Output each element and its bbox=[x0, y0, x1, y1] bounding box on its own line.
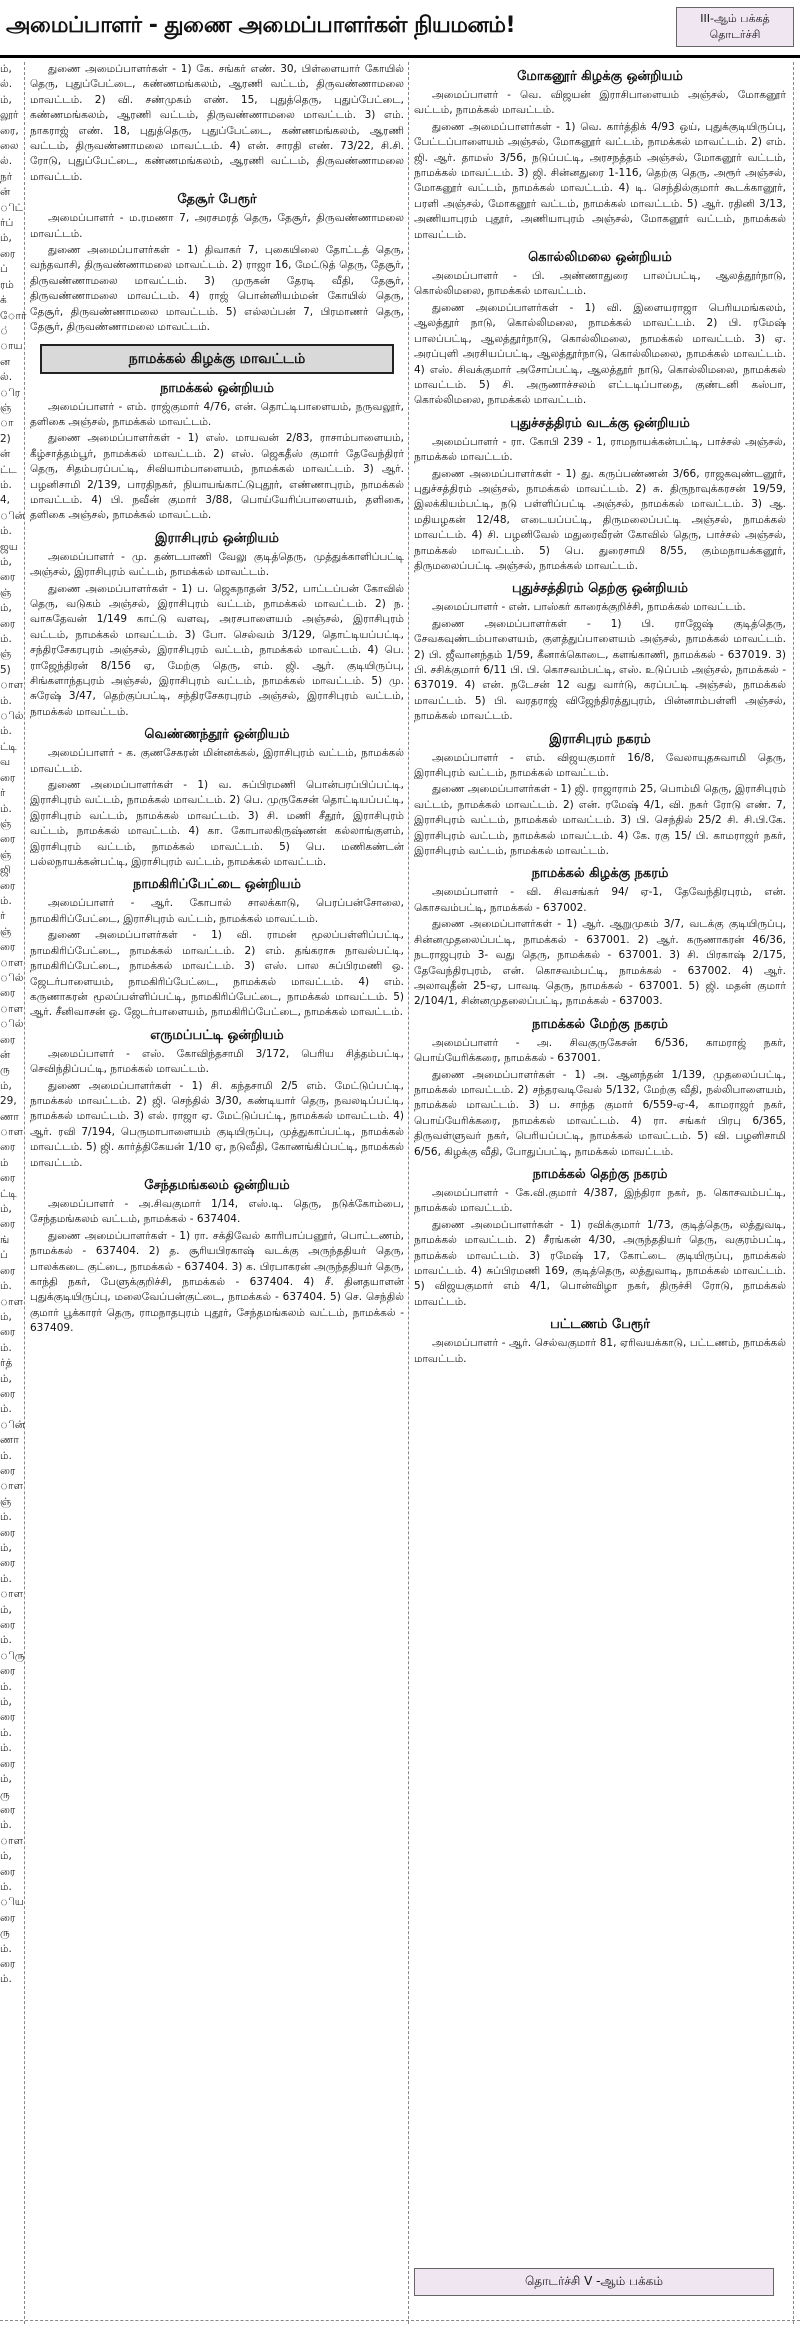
cut-off-text-fragment: ன bbox=[0, 355, 11, 368]
deputies-entry: துணை அமைப்பாளர்கள் - 1) வ. சுப்பிரமணி பொன்பரப்பிப்பட்டி, இராசிபுரம் வட்டம், நாமக்கல் மாவட்டம். 2) பெ. முருகேசன் தொட்டியப்பட்டி, இராசிபுரம் வட்டம், நாமக்கல் மாவட்டம். 3) சி. மணி சீதூர், இராசிபுரம் வட்டம், நாமக்கல் மாவட்டம். 4) கா. கோபாலகிருஷ்ணன் கல்லாங்குளம், இராசிபுரம் வட்டம், நாமக்கல் மாவட்டம். 5) பெ. மணிகண்டன் பல்லநாயக்கன்பட்டி, இராசிபுரம் வட்டம், நாமக்கல் மாவட்டம். bbox=[30, 779, 404, 869]
cut-off-text-fragment: ரை bbox=[0, 1665, 16, 1678]
union-section bbox=[414, 731, 786, 860]
cut-off-text-fragment: ரம் bbox=[0, 278, 14, 291]
cut-off-text-fragment: ம், bbox=[0, 1203, 12, 1216]
cut-off-text-fragment: ரை bbox=[0, 247, 16, 260]
deputies-entry: துணை அமைப்பாளர்கள் - 1) வி. ராமன் மூலப்பள்ளிப்பட்டி, நாமகிரிப்பேட்டை, நாமக்கல் மாவட்டம். 2) எம். தங்கராசு நாவல்பட்டி, நாமகிரிப்பேட்டை, நாமக்கல் மாவட்டம். 3) எஸ். பால சுப்பிரமணி ஒ. ஜேடர்பாளையம், நாமகிரிப்பேட்டை, நாமக்கல் மாவட்டம். 4) எம். கருணாகரன் மூலப்பள்ளிப்பட்டி, நாமகிரிப்பேட்டை, நாமக்கல் மாவட்டம். 5) ஆர். சீனிவாசன் ஒ. ஜேடர்பாளையம், நாமகிரிப்பேட்டை, நாமக்கல் மாவட்டம். bbox=[30, 929, 404, 1019]
cut-off-text-fragment: ரை bbox=[0, 1557, 16, 1570]
cut-off-text-fragment: ம். bbox=[0, 1280, 12, 1293]
cut-off-text-fragment: ம், bbox=[0, 1372, 12, 1385]
deputies-entry: துணை அமைப்பாளர்கள் - 1) ரா. சக்திவேல் காரிபாப்பனூர், பொட்டணம், நாமக்கல் - 637404. 2) த. சூரியபிரகாஷ் வடக்கு அருந்ததியர் தெரு, பாலக்கடை குட்டை, நாமக்கல் - 637404. 3) க. பிரபாகரன் அருந்ததியர் தெரு, காந்தி நகர், பேளுக்குறிச்சி, நாமக்கல் - 637404. 4) சீ. தினதயாளன் புதுக்குடியிருப்பு, மலைவேப்பன்குட்டை, நாமக்கல் - 637404. 5) செ. செந்தில் குமார் பூக்காரர் தெரு, ராமநாதபுரம் புதூர், சேந்தமங்கலம் வட்டம், நாமக்கல் - 637409. bbox=[30, 1229, 404, 1335]
union-section bbox=[414, 1316, 786, 1367]
column-divider bbox=[793, 62, 794, 2324]
organizer-entry: அமைப்பாளர் - அ. சிவகுருகேசன் 6/536, காமராஜ் நகர், பொய்யேரிக்கரை, நாமக்கல் - 637001. bbox=[414, 1036, 786, 1065]
cut-off-text-fragment: ன் bbox=[0, 186, 11, 199]
cut-off-text-fragment: ரை bbox=[0, 1803, 16, 1816]
cut-off-text-fragment: ர் bbox=[0, 787, 6, 800]
cut-off-text-fragment: ரை bbox=[0, 1957, 16, 1970]
cut-off-text-fragment: ரை bbox=[0, 1218, 16, 1231]
cut-off-text-fragment: ங் bbox=[0, 1233, 10, 1246]
deputies-entry: துணை அமைப்பாளர்கள் - 1) சி. கந்தசாமி 2/5 எம். மேட்டுப்பட்டி, நாமக்கல் மாவட்டம். 2) ஜி. செந்தில் 3/30, கண்டியார் தெரு, நவலடிப்பட்டி, நாமக்கல் மாவட்டம். 3) எல். ராஜா ஏ. மேட்டுப்பட்டி, நாமக்கல் மாவட்டம். 4) ஆர். ரவி 7/194, பெருமாபாளையம் குடியிருப்பு, முத்துகாப்பட்டி, நாமக்கல் மாவட்டம். 5) ஜி. கார்த்திகேயன் 1/10 ஏ, நடுவீதி, கோணங்கிப்பட்டி, நாமக்கல் மாவட்டம். bbox=[30, 1079, 404, 1169]
deputies-entry: துணை அமைப்பாளர்கள் - 1) திவாகர் 7, புகையிலை தோட்டத் தெரு, வந்தவாசி, திருவண்ணாமலை மாவட்டம். 2) ராஜா 16, மேட்டுத் தெரு, தேசூர், திருவண்ணாமலை மாவட்டம். 3) முருகன் தேரடி வீதி, தேசூர், திருவண்ணாமலை மாவட்டம். 4) ராஜ் பொன்னியம்மன் கோயில் தெரு, தேசூர், திருவண்ணாமலை மாவட்டம். 5) எல்லப்பன் 7, பிரமாணர் தெரு, தேசூர், திருவண்ணாமலை மாவட்டம். bbox=[30, 244, 404, 334]
cut-off-text-fragment: க் bbox=[0, 294, 7, 307]
cut-off-text-fragment: ம். bbox=[0, 1880, 12, 1893]
deputies-entry: துணை அமைப்பாளர்கள் - 1) பி. ராஜேஷ் குடித்தெரு, சேவகவுண்டம்பாளையம், குளத்துப்பாளையம் அஞ்சல், நாமக்கல் மாவட்டம். 2) பி. ஜீவானந்தம் 1/59, கீனாக்கொடை, களங்காணி, நாமக்கல் - 637019. 3) பி. சசிக்குமார் 6/11 பி. பி. கொசவம்பட்டி, எஸ். உடுப்பம் அஞ்சல், நாமக்கல் - 637019. 4) என். நடேசன் 12 வது வார்டு, கரப்பட்டி அஞ்சல், நாமக்கல் மாவட்டம். 5) பி. வரதராஜ் விஜேந்திரத்துபுரம், பின்னாம்பள்ளி அஞ்சல், நாமக்கல் மாவட்டம். bbox=[414, 617, 786, 723]
left-edge-fragments bbox=[0, 62, 27, 2324]
union-section bbox=[30, 191, 404, 335]
cut-off-text-fragment: ஜய bbox=[0, 540, 18, 553]
section-title: நாமக்கல் கிழக்கு நகரம் bbox=[531, 866, 669, 882]
deputies-entry: துணை அமைப்பாளர்கள் - 1) வெ. கார்த்திக் 4/93 ஒய், புதுக்குடியிருப்பு, பேட்டப்பாளையம் அஞ்சல், மோகனூர் வட்டம், நாமக்கல் மாவட்டம். 2) எம். ஜி. ஆர். தாமஸ் 3/56, நடுப்பட்டி, அரசநத்தம் அஞ்சல், மோகனூர் வட்டம், நாமக்கல் மாவட்டம். 3) ஜி. சின்னதுரை 1-116, தெற்கு தெரு, அரூர் அஞ்சல், மோகனூர் வட்டம், நாமக்கல் மாவட்டம். 4) டி. செந்தில்குமார் கூடக்கானூர், பரளி அஞ்சல், மோகனூர் வட்டம், நாமக்கல் மாவட்டம். 5) ஆர். ரதினி 3/13, அணியாபுரம் புதூர், அணியாபுரம் அஞ்சல், மோகனூர் வட்டம், நாமக்கல் மாவட்டம். bbox=[414, 120, 786, 241]
cut-off-text-fragment: ரை bbox=[0, 1387, 16, 1400]
cut-off-text-fragment: 4, bbox=[0, 494, 11, 507]
continuation-from-line1: III-ஆம் பக்கத் bbox=[700, 12, 770, 25]
deputies-entry: துணை அமைப்பாளர்கள் - 1) அ. ஆனந்தன் 1/139, முதலைப்பட்டி, நாமக்கல் மாவட்டம். 2) சந்தரவடிவேல் 5/132, மேற்கு வீதி, நல்லிபாளையம், நாமக்கல் மாவட்டம். 3) ப. சாந்த குமார் 6/559-ஏ-4, காமராஜர் நகர், பொய்யேரிக்கரை, நாமக்கல் மாவட்டம். 4) ரா. சங்கர் பிரபு 6/365, திருவள்ளுவர் நகர், பெரியப்பட்டி, நாமக்கல் மாவட்டம். 5) வி. பழனிசாமி 6/56, கிழக்கு வீதி, போதுப்பட்டி, நாமக்கல் மாவட்டம். bbox=[414, 1068, 786, 1158]
deputies-entry: துணை அமைப்பாளர்கள் - 1) வி. இளையராஜா பெரியமங்கலம், ஆலத்தூர் நாடு, கொல்லிமலை, நாமக்கல் மாவட்டம். 2) பி. ரமேஷ் பாலப்பட்டி, ஆலத்தூர்நாடு, கொல்லிமலை, நாமக்கல் மாவட்டம். 3) ஏ. அரப்புளி அரசியப்பட்டி, ஆலத்தூர்நாடு, கொல்லிமலை, நாமக்கல் மாவட்டம். 4) எஸ். சிவக்குமார் அசோப்பட்டி, ஆலத்தூர் நாடு, கொல்லிமலை, நாமக்கல் மாவட்டம். 5) சி. அருணாச்சலம் எட்டடிப்பாதை, குண்டனி கஸ்பா, கொல்லிமலை, நாமக்கல் மாவட்டம். bbox=[414, 301, 786, 407]
cut-off-text-fragment: ரு bbox=[0, 1927, 10, 1940]
organizer-entry: அமைப்பாளர் - எஸ். கோவிந்தசாமி 3/172, பெரிய சித்தம்பட்டி, செவிந்திப்பட்டி, நாமக்கல் மாவட்டம். bbox=[30, 1047, 404, 1076]
organizer-entry: அமைப்பாளர் - க. குணசேகரன் மின்னக்கல், இராசிபுரம் வட்டம், நாமக்கல் மாவட்டம். bbox=[30, 747, 404, 775]
union-section bbox=[414, 865, 786, 1009]
section-title: வெண்ணந்தூர் ஒன்றியம் bbox=[144, 727, 290, 743]
column-divider bbox=[24, 62, 25, 2324]
cut-off-text-fragment: ம், bbox=[0, 1310, 12, 1323]
union-section bbox=[414, 1016, 786, 1160]
section-title: கொல்லிமலை ஒன்றியம் bbox=[528, 250, 672, 266]
section-title: சேந்தமங்கலம் ஒன்றியம் bbox=[144, 1177, 290, 1193]
cut-off-text-fragment: ணா bbox=[0, 1434, 19, 1447]
cut-off-text-fragment: ில் bbox=[0, 710, 24, 723]
cut-off-text-fragment: ரை bbox=[0, 571, 16, 584]
cut-off-text-fragment: ம். bbox=[0, 1511, 12, 1524]
cut-off-text-fragment: ரை bbox=[0, 1172, 16, 1185]
cut-off-text-fragment: ரை bbox=[0, 1264, 16, 1277]
cut-off-text-fragment: ிர bbox=[0, 386, 21, 399]
cut-off-text-fragment: ம். bbox=[0, 725, 12, 738]
deputies-entry: துணை அமைப்பாளர்கள் - 1) ப. ஜெகநாதன் 3/52, பாட்டப்பன் கோவில் தெரு, வடுகம் அஞ்சல், இராசிபுரம் வட்டம், நாமக்கல் மாவட்டம். 2) ந. வாசுதேவன் 1/149 காட்டு வளவு, அரசபாளையம் அஞ்சல், இராசிபுரம் வட்டம், நாமக்கல் மாவட்டம். 3) போ. செல்வம் 3/129, தொட்டியப்பட்டி, சந்திரசேகரபுரம் அஞ்சல், இராசிபுரம் வட்டம், நாமக்கல் மாவட்டம். 4) பெ. ராஜேந்திரன் 8/156 ஏ, மேற்கு தெரு, எம். ஜி. ஆர். குடியிருப்பு, சிங்களாந்தபுரம் அஞ்சல், இராசிபுரம் வட்டம், நாமக்கல் மாவட்டம். 5) மு. சுரேஷ் 3/47, தெற்குப்பட்டி, சந்திரசேகரபுரம் அஞ்சல், இராசிபுரம் வட்டம், நாமக்கல் மாவட்டம். bbox=[30, 582, 404, 718]
union-section bbox=[30, 876, 404, 1020]
section-title: எருமப்பட்டி ஒன்றியம் bbox=[150, 1027, 284, 1043]
cut-off-text-fragment: ரு bbox=[0, 1788, 10, 1801]
column-right bbox=[414, 62, 786, 2324]
cut-off-text-fragment: ாள bbox=[0, 1126, 23, 1139]
section-title: நாமக்கல் தெற்கு நகரம் bbox=[532, 1166, 668, 1182]
deputies-entry: துணை அமைப்பாளர்கள் - 1) து. கருப்பண்ணன் 3/66, ராஜகவுண்டனூர், புதுச்சத்திரம் அஞ்சல், நாமக்கல் மாவட்டம். 2) சு. திருநாவுக்கரசன் 19/59, இலக்கியம்பட்டி, நடு பள்ளிப்பட்டி அஞ்சல், நாமக்கல் மாவட்டம். 3) ஆ. மதியழகன் 12/48, எடையப்பட்டி, திருமலைப்பட்டி அஞ்சல், நாமக்கல் மாவட்டம். 4) சி. பழனிவேல் மதுரைவீரன் கோவில் தெரு, பாச்சல் அஞ்சல், நாமக்கல் மாவட்டம். 5) பெ. துரைசாமி 8/55, கும்மநாயக்கனூர், திருமலைப்பட்டி அஞ்சல், நாமக்கல் மாவட்டம். bbox=[414, 467, 786, 572]
cut-off-text-fragment: ரை bbox=[0, 1757, 16, 1770]
cut-off-text-fragment: ர்ப் bbox=[0, 217, 14, 230]
cut-off-text-fragment: ப் bbox=[0, 1249, 8, 1262]
section-title: நாமகிரிப்பேட்டை ஒன்றியம் bbox=[133, 877, 301, 893]
cut-off-text-fragment: ரை bbox=[0, 771, 16, 784]
organizer-entry: அமைப்பாளர் - பி. அண்ணாதுரை பாலப்பட்டி, ஆலத்தூர்நாடு, கொல்லிமலை, நாமக்கல் மாவட்டம். bbox=[414, 270, 786, 298]
cut-off-text-fragment: ம். bbox=[0, 1942, 12, 1955]
cut-off-text-fragment: ிரு bbox=[0, 1649, 25, 1662]
cut-off-text-fragment: ரை bbox=[0, 1141, 16, 1154]
organizer-entry: அமைப்பாளர் - எம். ராஜ்குமார் 4/76, என். தொட்டிபாளையம், நருவலூர், தளிகை அஞ்சல், நாமக்கல் மாவட்டம். bbox=[30, 400, 404, 428]
cut-off-text-fragment: ரை bbox=[0, 879, 16, 892]
union-section bbox=[30, 1027, 404, 1171]
organizer-entry: அமைப்பாளர் - மு. தண்டபாணி வேலு குடித்தெரு, முத்துக்காளிப்பட்டி அஞ்சல், இராசிபுரம் வட்டம், நாமக்கல் மாவட்டம். bbox=[30, 550, 404, 579]
cut-off-text-fragment: ல். bbox=[0, 371, 13, 384]
organizer-entry: அமைப்பாளர் - வி. சிவசங்கர் 94/ ஏ-1, தேவேந்திரபுரம், என். கொசவம்பட்டி, நாமக்கல் - 637002. bbox=[414, 886, 786, 914]
continuation-from-box bbox=[676, 7, 794, 47]
cut-off-text-fragment: ரை bbox=[0, 1464, 16, 1477]
cut-off-text-fragment: ஞ் bbox=[0, 1495, 12, 1508]
cut-off-text-fragment: ம், bbox=[0, 1079, 12, 1092]
cut-off-text-fragment: ரை bbox=[0, 1911, 16, 1924]
continuation-paragraph: துணை அமைப்பாளர்கள் - 1) கே. சங்கர் எண். 30, பிள்ளையார் கோயில் தெரு, புதுப்பேட்டை, கண்ணமங்கலம், ஆரணி வட்டம், திருவண்ணாமலை மாவட்டம். 2) வி. சண்முகம் எண். 15, புதுத்தெரு, புதுப்பேட்டை, கண்ணமங்கலம், ஆரணி வட்டம், திருவண்ணாமலை மாவட்டம். 3) எம். நாகராஜ் எண். 18, புதுத்தெரு, புதுப்பேட்டை, கண்ணமங்கலம், ஆரணி வட்டம், திருவண்ணாமலை மாவட்டம். 4) என். சாரதி எண். 73/22, சி.சி. ரோடு, புதுப்பேட்டை, கண்ணமங்கலம், ஆரணி வட்டம், திருவண்ணாமலை மாவட்டம். bbox=[30, 63, 404, 183]
cut-off-text-fragment: ம். bbox=[0, 1680, 12, 1693]
continuation-from-line2: தொடர்ச்சி bbox=[709, 28, 761, 41]
continued-on-box: தொடர்ச்சி V -ஆம் பக்கம் bbox=[414, 2268, 774, 2296]
bottom-divider bbox=[0, 2320, 800, 2321]
cut-off-text-fragment: ர்த் bbox=[0, 1357, 13, 1370]
headline: அமைப்பாளர் - துணை அமைப்பாளர்கள் நியமனம்! bbox=[6, 13, 516, 38]
cut-off-text-fragment: ல். bbox=[0, 78, 13, 91]
cut-off-text-fragment: ாள bbox=[0, 956, 23, 969]
cut-off-text-fragment: ரை bbox=[0, 1619, 16, 1632]
cut-off-text-fragment: ம், bbox=[0, 1542, 12, 1554]
deputies-entry: துணை அமைப்பாளர்கள் - 1) ஜி. ராஜாராம் 25, பொம்மி தெரு, இராசிபுரம் வட்டம், நாமக்கல் மாவட்டம். 2) என். ரமேஷ் 4/1, வி. நகர் ரோடு எண். 7, இராசிபுரம் வட்டம், நாமக்கல் மாவட்டம். 3) பி. செந்தில் 25/2 சி. சி.பி.கே. இராசிபுரம் வட்டம், நாமக்கல் மாவட்டம். 4) கே. ரகு 15/ பி. காமராஜர் நகர், இராசிபுரம் வட்டம், நாமக்கல் மாவட்டம். bbox=[414, 783, 786, 858]
section-title: மோகனூர் கிழக்கு ஒன்றியம் bbox=[517, 69, 683, 84]
cut-off-text-fragment: ில் bbox=[0, 971, 24, 984]
cut-off-text-fragment: ம். bbox=[0, 1742, 12, 1755]
cut-off-text-fragment: ின் bbox=[0, 1418, 25, 1431]
section-title: புதுச்சத்திரம் வடக்கு ஒன்றியம் bbox=[510, 415, 690, 431]
district-banner: நாமக்கல் கிழக்கு மாவட்டம் bbox=[40, 344, 394, 374]
organizer-entry: அமைப்பாளர் - கே.வி.குமார் 4/387, இந்திரா நகர், ந. கொசவம்பட்டி, நாமக்கல் மாவட்டம். bbox=[414, 1186, 786, 1215]
column-middle bbox=[30, 62, 404, 2324]
cut-off-text-fragment: ம். bbox=[0, 1572, 12, 1585]
organizer-entry: அமைப்பாளர் - வெ. விஜயன் இராசிபாளையம் அஞ்சல், மோகனூர் வட்டம், நாமக்கல் மாவட்டம். bbox=[414, 89, 786, 117]
cut-off-text-fragment: ரு bbox=[0, 1064, 10, 1077]
cut-off-text-fragment: ட்டி bbox=[0, 1187, 17, 1200]
cut-off-text-fragment: ம். bbox=[0, 1973, 12, 1986]
union-section bbox=[414, 249, 786, 409]
cut-off-text-fragment: ாய bbox=[0, 340, 23, 353]
section-title: தேசூர் பேரூர் bbox=[177, 192, 257, 208]
cut-off-text-fragment: ரை bbox=[0, 987, 16, 1000]
union-section bbox=[414, 415, 786, 575]
cut-off-text-fragment: ரை bbox=[0, 1865, 16, 1878]
cut-off-text-fragment: ல். bbox=[0, 155, 13, 168]
cut-off-text-fragment: ாள bbox=[0, 1002, 23, 1015]
cut-off-text-fragment: ம், bbox=[0, 1773, 12, 1786]
union-section bbox=[30, 380, 404, 524]
cut-off-text-fragment: ா bbox=[0, 417, 14, 430]
cut-off-text-fragment: ாள bbox=[0, 1588, 23, 1601]
cut-off-text-fragment: ட்டி bbox=[0, 740, 17, 753]
union-section bbox=[30, 530, 404, 720]
cut-off-text-fragment: 5) bbox=[0, 663, 11, 676]
organizer-entry: அமைப்பாளர் - ஆர். கோபால் சாலக்காடு, பெரப்பன்சோலை, நாமகிரிப்பேட்டை, இராசிபுரம் வட்டம், நாமக்கல் மாவட்டம். bbox=[30, 897, 404, 925]
cut-off-text-fragment: லூர் bbox=[0, 109, 19, 122]
cut-off-text-fragment: ம், bbox=[0, 1850, 12, 1863]
cut-off-text-fragment: ரை, bbox=[0, 124, 19, 137]
cut-off-text-fragment: ப் bbox=[0, 263, 8, 276]
cut-off-text-fragment: ம். bbox=[0, 1634, 12, 1647]
cut-off-text-fragment: ம், bbox=[0, 556, 12, 568]
cut-off-text-fragment: ோர் bbox=[0, 309, 27, 322]
cut-off-text-fragment: ஞ் bbox=[0, 586, 12, 599]
union-section bbox=[414, 580, 786, 724]
cut-off-text-fragment: ம். bbox=[0, 1341, 12, 1354]
cut-off-text-fragment: ம். bbox=[0, 1449, 12, 1462]
section-title: பட்டணம் பேரூர் bbox=[550, 1317, 650, 1333]
article-columns bbox=[0, 62, 800, 2324]
cut-off-text-fragment: ம். bbox=[0, 478, 12, 491]
cut-off-text-fragment: ாள bbox=[0, 679, 23, 692]
cut-off-text-fragment: ரை bbox=[0, 1526, 16, 1539]
cut-off-text-fragment: ம். bbox=[0, 525, 12, 538]
cut-off-text-fragment: 29, bbox=[0, 1095, 17, 1108]
page-header bbox=[0, 0, 800, 58]
cut-off-text-fragment: ரை bbox=[0, 1711, 16, 1724]
cut-off-text-fragment: ம், bbox=[0, 93, 12, 106]
cut-off-text-fragment: ட்ட bbox=[0, 463, 17, 476]
deputies-entry: துணை அமைப்பாளர்கள் - 1) ஆர். ஆறுமுகம் 3/7, வடக்கு குடியிருப்பு, சின்னமுதலைப்பட்டி, நாமக்கல் - 637001. 2) ஆர். கருணாகரன் 46/36, நடராஜபுரம் 3- வது தெரு, நாமக்கல் - 637001. 3) சி. பிரகாஷ் 2/175, தேவேந்திரபுரம், என். கொசவம்பட்டி, நாமக்கல் - 637002. 4) ஆர். அலாவுதீன் 25-ஏ, பாவடி தெரு, நாமக்கல் - 637001. 5) ஜி. மதன் குமார் 2/104/1, சின்னமுதலைப்பட்டி, நாமக்கல் - 637003. bbox=[414, 918, 786, 1008]
cut-off-text-fragment: ில் bbox=[0, 1018, 24, 1031]
cut-off-text-fragment: ின் bbox=[0, 509, 25, 522]
cut-off-text-fragment: ஞ் bbox=[0, 848, 12, 861]
cut-off-text-fragment: ஜி bbox=[0, 864, 11, 877]
organizer-entry: அமைப்பாளர் - என். பாஸ்கர் காரைக்குறிச்சி, நாமக்கல் மாவட்டம். bbox=[432, 601, 746, 614]
cut-off-text-fragment: ரை bbox=[0, 833, 16, 846]
organizer-entry: அமைப்பாளர் - ம.ரமணா 7, அரசமரத் தெரு, தேசூர், திருவண்ணாமலை மாவட்டம். bbox=[30, 212, 404, 240]
cut-off-text-fragment: ம். bbox=[0, 694, 12, 707]
deputies-entry: துணை அமைப்பாளர்கள் - 1) ரவிக்குமார் 1/73, குடித்தெரு, லத்துவடி, நாமக்கல் மாவட்டம். 2) சீரங்கன் 4/30, அருந்ததியர் தெரு, வகுரம்பட்டி, நாமக்கல் மாவட்டம். 3) ரமேஷ் 17, கோட்டை குடியிருப்பு, நாமக்கல் மாவட்டம். 4) சுப்பிரமணி 169, குடித்தெரு, லத்துவாடி, நாமக்கல் மாவட்டம். 5) விஜயகுமார் எம் 4/1, பொன்விழா நகர், திருச்சி ரோடு, நாமக்கல் மாவட்டம். bbox=[414, 1218, 786, 1308]
organizer-entry: அமைப்பாளர் - ஆர். செல்வகுமார் 81, ஏரிவயக்காடு, பட்டணம், நாமக்கல் மாவட்டம். bbox=[414, 1337, 786, 1365]
cut-off-text-fragment: ரை bbox=[0, 617, 16, 630]
section-title: நாமக்கல் மேற்கு நகரம் bbox=[532, 1016, 668, 1032]
cut-off-text-fragment: ிட் bbox=[0, 201, 24, 214]
organizer-entry: அமைப்பாளர் - அ.சிவகுமார் 1/14, எஸ்.டி. தெரு, நடுக்கோம்பை, சேந்தமங்கலம் வட்டம், நாமக்கல் - 637404. bbox=[30, 1197, 404, 1226]
cut-off-text-fragment: ன் bbox=[0, 1049, 11, 1061]
cut-off-text-fragment: ஞ் bbox=[0, 817, 12, 830]
cut-off-text-fragment: ் bbox=[0, 324, 10, 337]
union-section bbox=[30, 726, 404, 870]
cut-off-text-fragment: ஞ் bbox=[0, 648, 12, 661]
cut-off-text-fragment: ம், bbox=[0, 63, 12, 75]
cut-off-text-fragment: ம். bbox=[0, 894, 12, 907]
cut-off-text-fragment: ம், bbox=[0, 1696, 12, 1709]
section-title: நாமக்கல் ஒன்றியம் bbox=[160, 380, 274, 396]
column-divider bbox=[408, 62, 409, 2324]
cut-off-text-fragment: ாள bbox=[0, 1834, 23, 1847]
union-section bbox=[414, 68, 786, 243]
cut-off-text-fragment: ம், bbox=[0, 1603, 12, 1616]
cut-off-text-fragment: ர் bbox=[0, 910, 6, 923]
cut-off-text-fragment: ஞ் bbox=[0, 401, 12, 414]
cut-off-text-fragment: ன் bbox=[0, 448, 11, 461]
deputies-entry: துணை அமைப்பாளர்கள் - 1) எஸ். மாயவன் 2/83, ராசாம்பாளையம், கீழ்சாத்தம்பூர், நாமக்கல் மாவட்டம். 2) எஸ். ஜெகதீஸ் குமார் தேவேந்திரர் தெரு, சிதம்பரப்பட்டி, சிவியாம்பாளையம், நாமக்கல் மாவட்டம். 3) ஆர். பழனிசாமி 2/139, பாரதிநகர், நியாயங்காட்டுபுதூர், எண்ணாபுரம், நாமக்கல் மாவட்டம். 4) பி. நவீன் குமார் 3/88, பொய்யேரிப்பாளையம், தளிகை, தளிகை அஞ்சல், நாமக்கல் மாவட்டம். bbox=[30, 432, 404, 522]
section-title: இராசிபுரம் நகரம் bbox=[549, 731, 651, 747]
cut-off-text-fragment: ம் bbox=[0, 1156, 9, 1169]
cut-off-text-fragment: ம், bbox=[0, 602, 12, 615]
section-title: புதுச்சத்திரம் தெற்கு ஒன்றியம் bbox=[512, 581, 688, 597]
cut-off-text-fragment: நர் bbox=[0, 170, 13, 183]
cut-off-text-fragment: ம். bbox=[0, 1726, 12, 1739]
union-section bbox=[30, 1177, 404, 1337]
cut-off-text-fragment: ணா bbox=[0, 1110, 19, 1123]
cut-off-text-fragment: லை bbox=[0, 140, 19, 153]
cut-off-text-fragment: ஞ் bbox=[0, 925, 12, 938]
union-section bbox=[414, 1166, 786, 1310]
cut-off-text-fragment: வ bbox=[0, 756, 11, 769]
cut-off-text-fragment: ிய bbox=[0, 1896, 24, 1909]
cut-off-text-fragment: ாள bbox=[0, 1295, 23, 1308]
cut-off-text-fragment: ரை bbox=[0, 1033, 16, 1046]
cut-off-text-fragment: ம். bbox=[0, 802, 12, 815]
cut-off-text-fragment: ரை bbox=[0, 941, 16, 954]
organizer-entry: அமைப்பாளர் - ரா. கோபி 239 - 1, ராமநாயக்கன்பட்டி, பாச்சல் அஞ்சல், நாமக்கல் மாவட்டம். bbox=[414, 435, 786, 464]
organizer-entry: அமைப்பாளர் - எம். விஜயகுமார் 16/8, வேலாயுதசுவாமி தெரு, இராசிபுரம் வட்டம், நாமக்கல் மாவட்டம். bbox=[414, 751, 786, 780]
cut-off-text-fragment: ம். bbox=[0, 633, 12, 646]
cut-off-text-fragment: ாள bbox=[0, 1480, 23, 1493]
cut-off-text-fragment: ம். bbox=[0, 1819, 12, 1832]
cut-off-text-fragment: ம். bbox=[0, 1403, 12, 1416]
cut-off-text-fragment: ம், bbox=[0, 232, 12, 245]
cut-off-text-fragment: 2) bbox=[0, 432, 11, 445]
section-title: இராசிபுரம் ஒன்றியம் bbox=[154, 530, 279, 546]
cut-off-text-fragment: ரை bbox=[0, 1326, 16, 1339]
